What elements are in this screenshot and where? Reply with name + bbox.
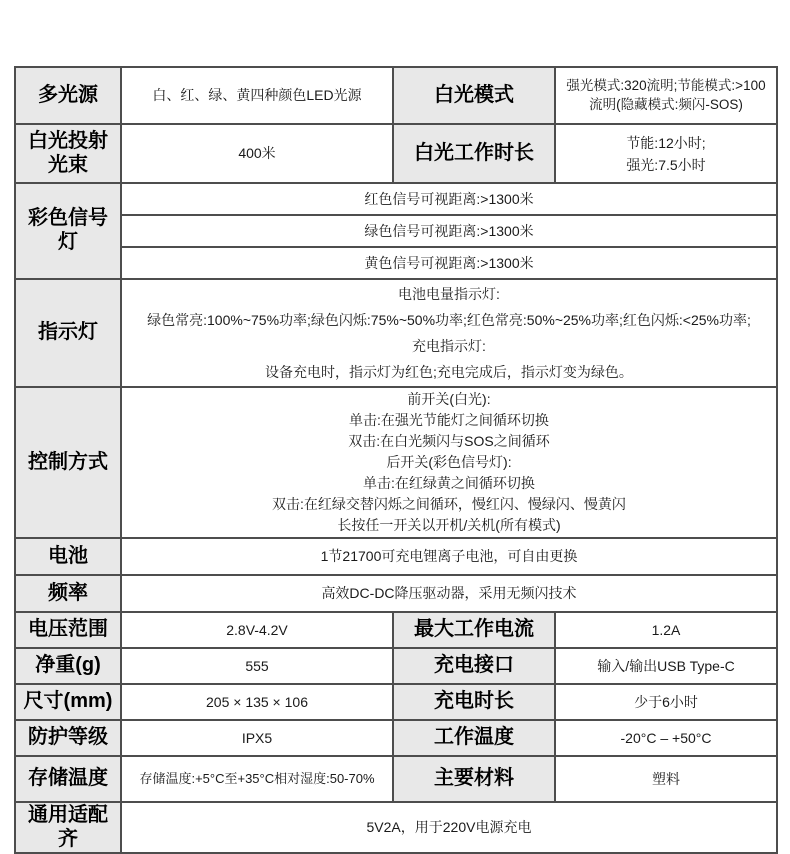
spec-label-control: 控制方式 (15, 387, 121, 538)
spec-value-dimensions: 205 × 135 × 106 (121, 684, 393, 720)
spec-value-battery: 1节21700可充电锂离子电池，可自由更换 (121, 538, 777, 575)
spec-label-adapter: 通用适配齐 (15, 802, 121, 853)
spec-value-color-signal-red: 红色信号可视距离:>1300米 (121, 183, 777, 215)
table-row (15, 684, 777, 720)
spec-value-indicator (121, 279, 777, 387)
spec-label-charge-port: 充电接口 (393, 648, 555, 684)
indicator-line: 设备充电时，指示灯为红色;充电完成后，指示灯变为绿色。 (265, 364, 633, 380)
spec-label-dimensions: 尺寸(mm) (15, 684, 121, 720)
table-row (15, 538, 777, 575)
indicator-line: 充电指示灯: (412, 338, 486, 354)
spec-label-multi-light-source: 多光源 (15, 67, 121, 124)
control-line: 单击:在红绿黄之间循环切换 (363, 475, 535, 491)
runtime-line: 节能:12小时; (626, 134, 706, 151)
control-line: 双击:在白光频闪与SOS之间循环 (348, 433, 550, 449)
table-row (15, 124, 777, 183)
spec-label-white-runtime: 白光工作时长 (393, 124, 555, 183)
table-row (15, 802, 777, 853)
control-line: 双击:在红绿交替闪烁之间循环，慢红闪、慢绿闪、慢黄闪 (272, 496, 626, 512)
table-row (15, 279, 777, 387)
table-row (15, 387, 777, 538)
control-line: 后开关(彩色信号灯): (386, 454, 512, 470)
spec-label-white-light-mode: 白光模式 (393, 67, 555, 124)
spec-label-white-beam: 白光投射光束 (15, 124, 121, 183)
table-row (15, 67, 777, 124)
spec-label-max-current: 最大工作电流 (393, 612, 555, 648)
spec-label-voltage-range: 电压范围 (15, 612, 121, 648)
runtime-line: 强光:7.5小时 (626, 156, 706, 173)
spec-value-charge-port: 输入/输出USB Type-C (555, 648, 777, 684)
spec-value-charge-time: 少于6小时 (555, 684, 777, 720)
spec-value-protection: IPX5 (121, 720, 393, 756)
spec-label-frequency: 频率 (15, 575, 121, 612)
spec-table (14, 66, 778, 854)
spec-value-voltage-range: 2.8V-4.2V (121, 612, 393, 648)
spec-value-white-runtime (555, 124, 777, 183)
spec-label-storage-temp: 存储温度 (15, 756, 121, 802)
table-row (15, 575, 777, 612)
spec-value-net-weight: 555 (121, 648, 393, 684)
spec-value-adapter: 5V2A，用于220V电源充电 (121, 802, 777, 853)
spec-label-work-temp: 工作温度 (393, 720, 555, 756)
spec-value-frequency: 高效DC-DC降压驱动器，采用无频闪技术 (121, 575, 777, 612)
spec-label-protection: 防护等级 (15, 720, 121, 756)
spec-value-color-signal-yellow: 黄色信号可视距离:>1300米 (121, 247, 777, 279)
spec-value-material: 塑料 (555, 756, 777, 802)
spec-value-white-beam: 400米 (121, 124, 393, 183)
spec-label-net-weight: 净重(g) (15, 648, 121, 684)
table-row (15, 183, 777, 215)
spec-value-control (121, 387, 777, 538)
control-line: 单击:在强光节能灯之间循环切换 (349, 412, 549, 428)
indicator-line: 绿色常亮:100%~75%功率;绿色闪烁:75%~50%功率;红色常亮:50%~25%功率;红色闪烁:<25%功率; (147, 312, 751, 328)
spec-value-storage-temp: 存储温度:+5°C至+35°C相对湿度:50-70% (121, 756, 393, 802)
spec-label-material: 主要材料 (393, 756, 555, 802)
spec-value-work-temp: -20°C – +50°C (555, 720, 777, 756)
table-row (15, 215, 777, 247)
table-row (15, 612, 777, 648)
spec-label-indicator: 指示灯 (15, 279, 121, 387)
spec-value-color-signal-green: 绿色信号可视距离:>1300米 (121, 215, 777, 247)
spec-label-color-signal: 彩色信号灯 (15, 183, 121, 279)
spec-label-battery: 电池 (15, 538, 121, 575)
spec-value-white-light-mode: 强光模式:320流明;节能模式:>100流明(隐藏模式:频闪-SOS) (555, 67, 777, 124)
indicator-line: 电池电量指示灯: (398, 286, 500, 302)
control-line: 长按任一开关以开机/关机(所有模式) (337, 517, 561, 533)
table-row (15, 247, 777, 279)
table-row (15, 648, 777, 684)
spec-value-multi-light-source: 白、红、绿、黄四种颜色LED光源 (121, 67, 393, 124)
table-row (15, 720, 777, 756)
control-line: 前开关(白光): (407, 391, 491, 407)
spec-value-max-current: 1.2A (555, 612, 777, 648)
spec-label-charge-time: 充电时长 (393, 684, 555, 720)
table-row (15, 756, 777, 802)
